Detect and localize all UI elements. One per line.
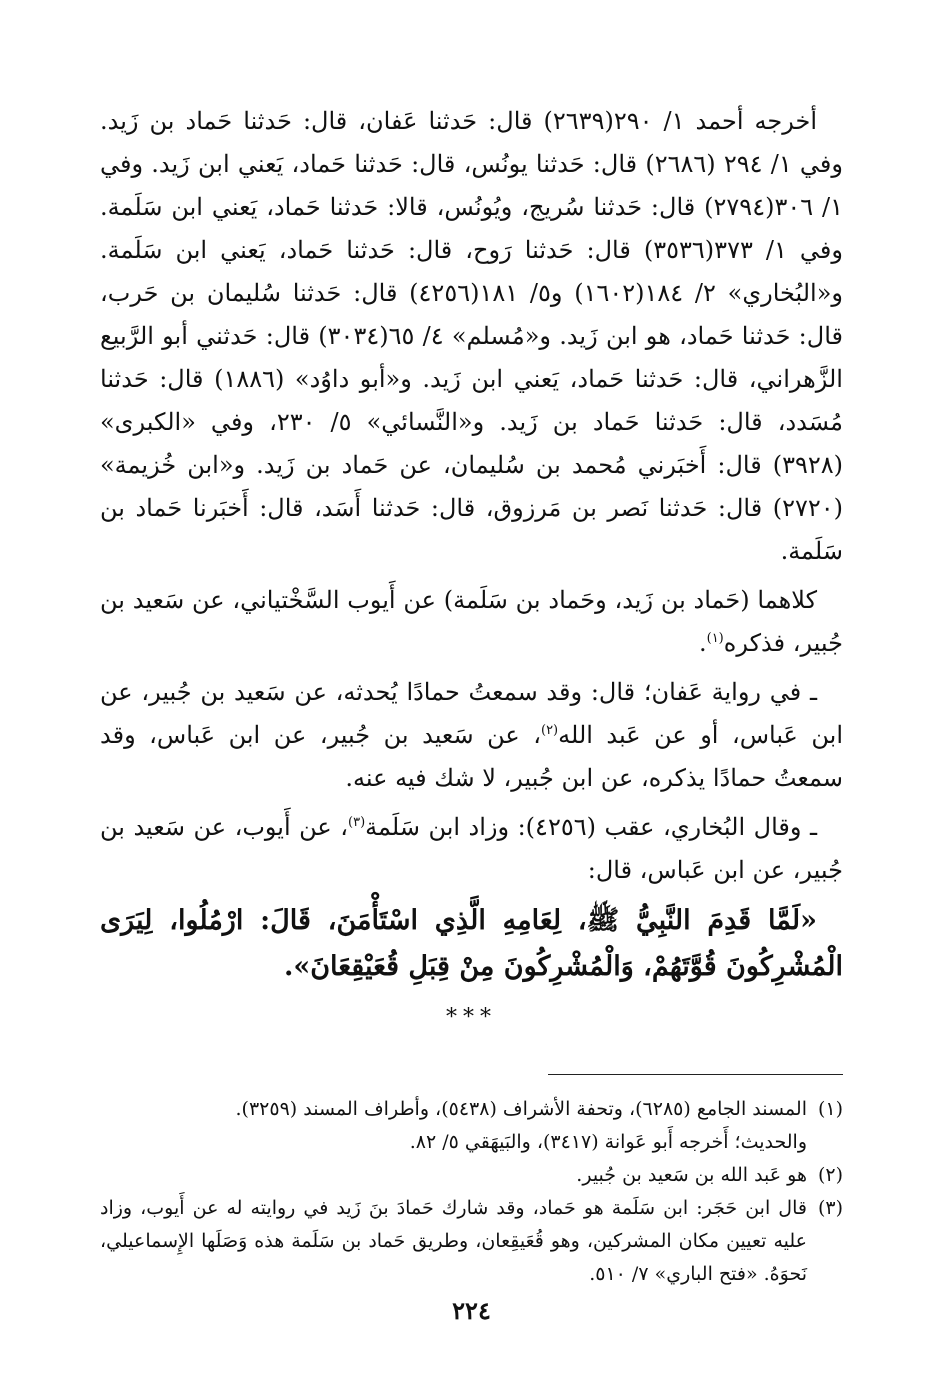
- footnote-1: [100, 1093, 843, 1159]
- period: .: [698, 629, 707, 657]
- bukhari-text-a: ـ وقال البُخاري، عقب (٤٢٥٦): وزاد ابن سَلَمة: [365, 813, 817, 841]
- chain-text: كلاهما (حَماد بن زَيد، وحَماد بن سَلَمة) عن أَيوب السَّخْتياني، عن سَعيد بن جُبير، فذكره: [100, 586, 843, 657]
- footnote-line: قال ابن حَجَر: ابن سَلَمة هو حَماد، وقد شارك حَمادَ بنَ زَيد في روايته له عن أَيوب، وزاد عليه تعيين مكان المشركين، وهو قُعَيقِعان، وطريق حَماد بن سَلَمة هذه وَصَلَها الإِسماعيلي، نَحوَهُ. «فتح الباري» ٧/ ٥١٠.: [100, 1197, 807, 1285]
- affan-note-paragraph: [100, 671, 843, 800]
- footnote-ref-2[interactable]: (٢): [540, 723, 559, 738]
- footnote-number: (٣): [817, 1197, 843, 1219]
- main-text: [100, 100, 843, 1038]
- footnote-ref-3[interactable]: (٣): [348, 815, 366, 830]
- takhrij-paragraph: أخرجه أحمد ١/ ٢٩٠(٢٦٣٩) قال: حَدثنا عَفان، قال: حَدثنا حَماد بن زَيد. وفي ١/ ٢٩٤ (٢٦٨٦) قال: حَدثنا يونُس، قال: حَدثنا حَماد، يَعني ابن زَيد. وفي ١/ ٣٠٦(٢٧٩٤) قال: حَدثنا سُريج، ويُونُس، قالا: حَدثنا حَماد، يَعني ابن سَلَمة. وفي ١/ ٣٧٣(٣٥٣٦) قال: حَدثنا رَوح، قال: حَدثنا حَماد، يَعني ابن سَلَمة. و«البُخاري» ٢/ ١٨٤(١٦٠٢) و٥/ ١٨١(٤٢٥٦) قال: حَدثنا سُليمان بن حَرب، قال: حَدثنا حَماد، هو ابن زَيد. و«مُسلم» ٤/ ٦٥(٣٠٣٤) قال: حَدثني أبو الرَّبيع الزَّهراني، قال: حَدثنا حَماد، يَعني ابن زَيد. و«أبو داوُد» (١٨٨٦) قال: حَدثنا مُسَدد، قال: حَدثنا حَماد بن زَيد. و«النَّسائي» ٥/ ٢٣٠، وفي «الكبرى» (٣٩٢٨) قال: أَخبَرني مُحمد بن سُليمان، عن حَماد بن زَيد. و«ابن خُزيمة» (٢٧٢٠) قال: حَدثنا نَصر بن مَرزوق، قال: حَدثنا أَسَد، قال: أَخبَرنا حَماد بن سَلَمة.: [100, 107, 843, 565]
- affan-text-b: ، عن سَعيد بن جُبير، عن ابن عَباس، وقد سمعتُ حمادًا يذكره، عن ابن جُبير، لا شك فيه عنه.: [100, 721, 843, 792]
- footnote-number: (٢): [817, 1164, 843, 1186]
- footnote-line: والحديث؛ أَخرجه أَبو عَوانة (٣٤١٧)، والبَيهَقي ٥/ ٨٢.: [409, 1131, 807, 1153]
- footnote-line: هو عَبد الله بن سَعيد بن جُبير.: [576, 1164, 807, 1186]
- footnote-line: المسند الجامع (٦٢٨٥)، وتحفة الأشراف (٥٤٣٨)، وأطراف المسند (٣٢٥٩).: [235, 1098, 807, 1120]
- footnote-3: [100, 1192, 843, 1291]
- bukhari-text-b: ، عن أَيوب، عن سَعيد بن جُبير، عن ابن عَباس، قال:: [100, 813, 843, 884]
- footnotes: [100, 1093, 843, 1291]
- footnote-divider: [548, 1074, 843, 1075]
- bukhari-note-paragraph: [100, 806, 843, 892]
- combined-chain-paragraph: [100, 579, 843, 665]
- page-number: ٢٢٤: [452, 1296, 491, 1325]
- affan-text-a: ـ في رواية عَفان؛ قال: وقد سمعتُ حمادًا يُحدثه، عن سَعيد بن جُبير، عن ابن عَباس، أو عن عَبد الله: [100, 678, 844, 749]
- footnote-ref-1[interactable]: (١): [706, 631, 724, 646]
- footnote-2: [100, 1159, 843, 1192]
- footnote-number: (١): [817, 1098, 843, 1120]
- section-separator: ***: [446, 1005, 497, 1030]
- hadith-text: «لَمَّا قَدِمَ النَّبِيُّ ﷺ، لِعَامِهِ الَّذِي اسْتَأْمَنَ، قَالَ: ارْمُلُوا، لِيَرَى الْمُشْرِكُونَ قُوَّتَهُمْ، وَالْمُشْرِكُونَ مِنْ قِبَلِ قُعَيْقِعَانَ».: [100, 905, 843, 982]
